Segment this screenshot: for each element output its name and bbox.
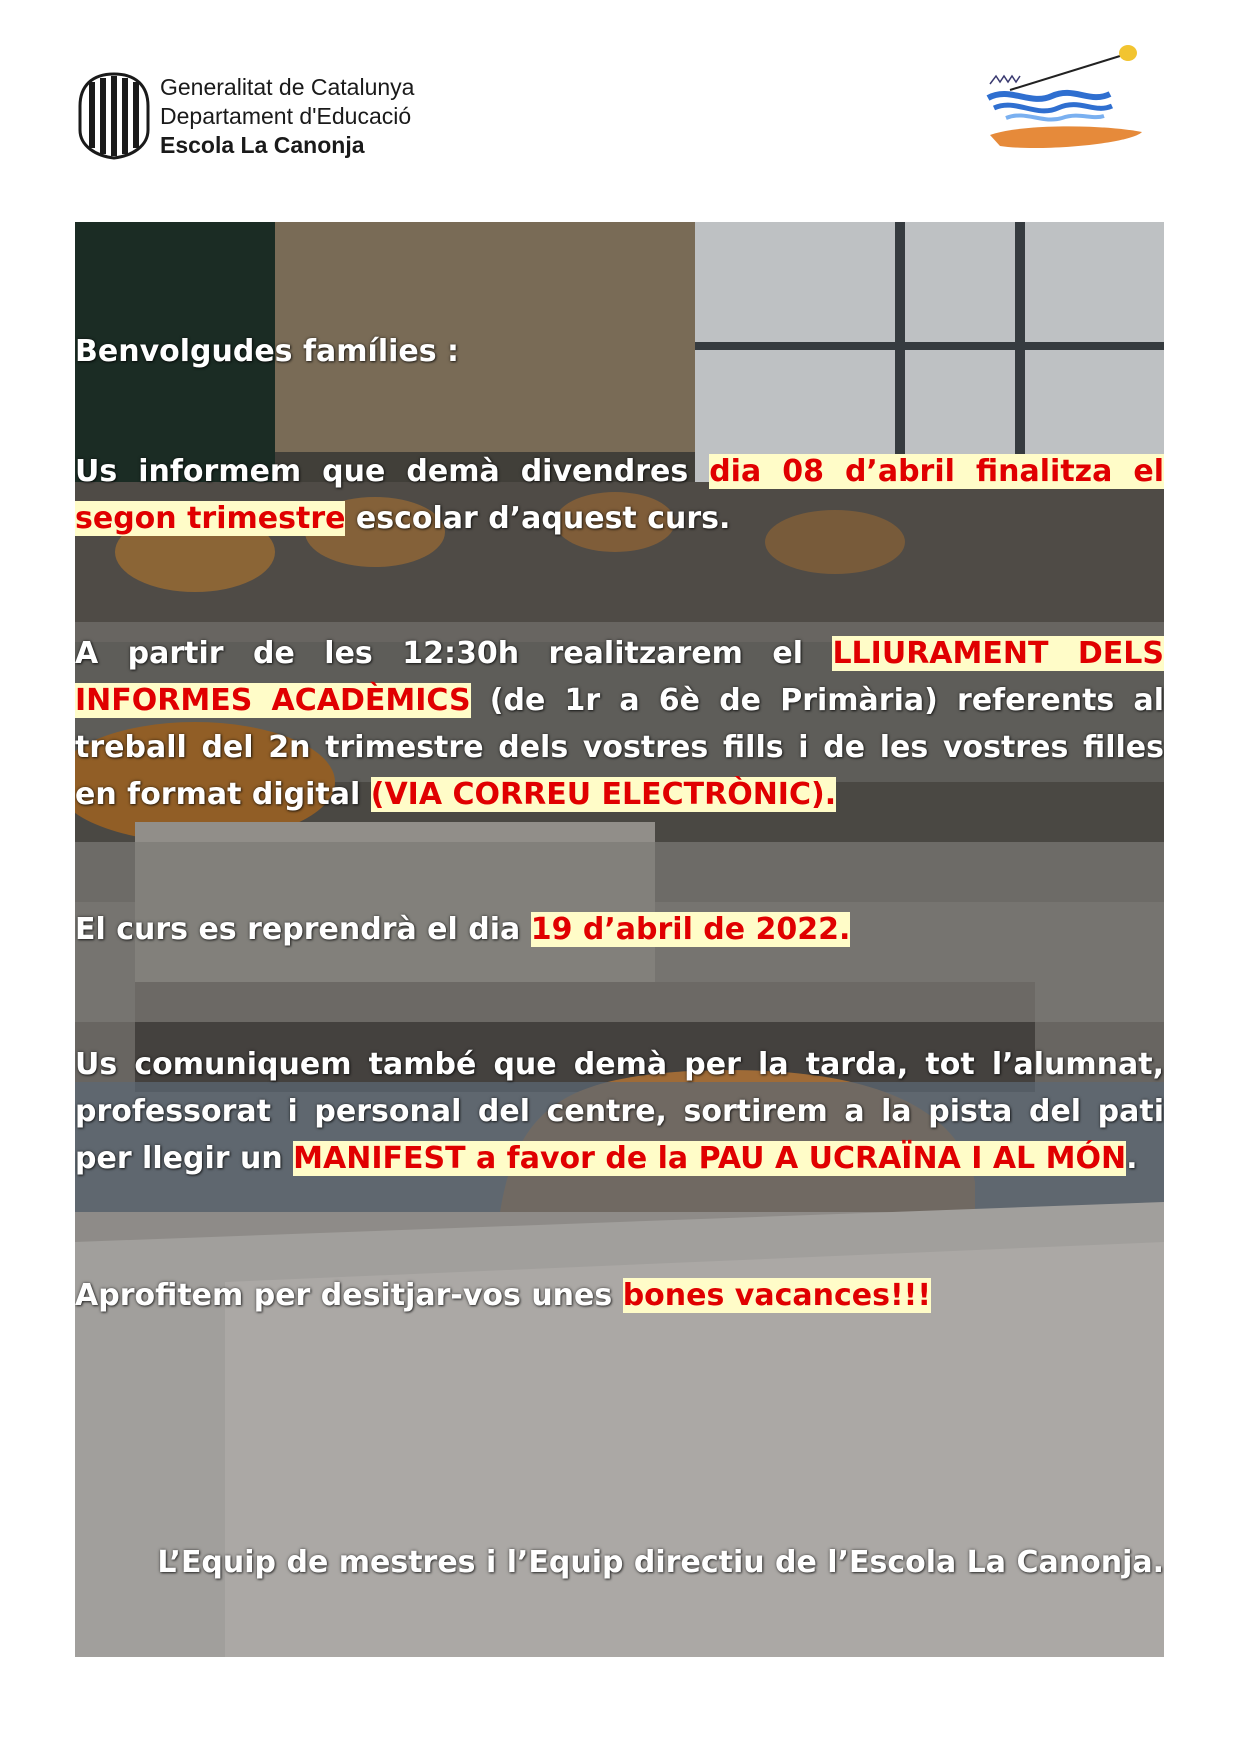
paragraph-text: Us informem que demà divendres xyxy=(75,454,710,489)
highlight-holidays: bones vacances!!! xyxy=(622,1278,932,1313)
paragraph-text: (de 1r a 6è de Primària) referents al treball del 2n trimestre dels vostres fills i de les vostres filles en format digital xyxy=(75,683,1164,812)
paragraph-end-of-term xyxy=(75,448,1164,542)
generalitat-seal-logo xyxy=(78,72,150,160)
school-logo xyxy=(980,40,1160,160)
highlight-manifest: MANIFEST a favor de la PAU A UCRAÏNA I AL MÓN xyxy=(293,1141,1127,1176)
paragraph-resume-date xyxy=(75,906,1164,953)
generalitat-header xyxy=(78,72,414,160)
highlight-email: (VIA CORREU ELECTRÒNIC). xyxy=(370,777,837,812)
paragraph-manifest xyxy=(75,1041,1164,1182)
paragraph-text: Us comuniquem també que demà per la tarda, tot l’alumnat, professorat i personal del centre, sortirem a la pista del pati per llegir un xyxy=(75,1047,1164,1176)
paragraph-holidays xyxy=(75,1272,1164,1319)
signature xyxy=(75,1539,1164,1586)
paragraph-text: A partir de les 12:30h realitzarem el xyxy=(75,636,833,671)
generalitat-header-text xyxy=(160,73,414,160)
highlight-reports: LLIURAMENT DELS INFORMES ACADÈMICS xyxy=(75,636,1164,718)
letter-panel xyxy=(75,222,1164,1657)
paragraph-text: El curs es reprendrà el dia xyxy=(75,912,531,947)
highlight-resume-date: 19 d’abril de 2022. xyxy=(530,912,851,947)
paragraph-reports xyxy=(75,630,1164,818)
header-line-department: Departament d'Educació xyxy=(160,102,412,129)
paragraph-text: . xyxy=(1126,1141,1138,1176)
greeting xyxy=(75,328,1164,375)
header-line-school: Escola La Canonja xyxy=(160,131,365,158)
greeting-text: Benvolgudes famílies : xyxy=(75,334,460,369)
paragraph-text: escolar d’aquest curs. xyxy=(345,501,731,536)
header-line-generalitat: Generalitat de Catalunya xyxy=(160,73,415,100)
signature-text: L’Equip de mestres i l’Equip directiu de l’Escola La Canonja. xyxy=(157,1545,1164,1580)
paragraph-text: Aprofitem per desitjar-vos unes xyxy=(75,1278,623,1313)
highlight-end-date: dia 08 d’abril finalitza el segon trimestre xyxy=(75,454,1164,536)
